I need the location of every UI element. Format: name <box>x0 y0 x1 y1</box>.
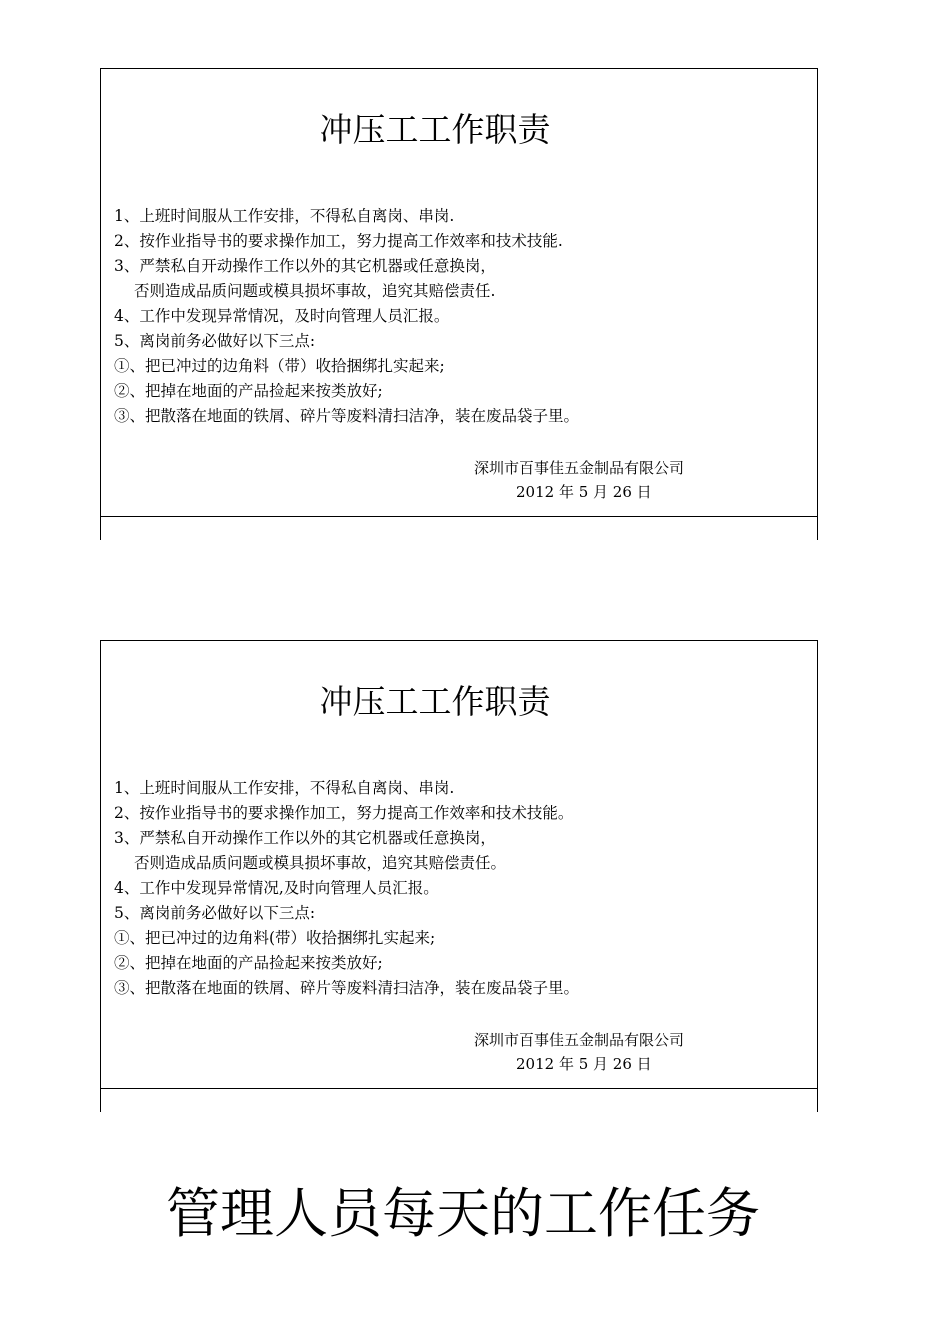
duty-item-2: 2、按作业指导书的要求操作加工，努力提高工作效率和技术技能. <box>114 232 563 250</box>
company-name: 深圳市百事佳五金制品有限公司 <box>474 1031 685 1049</box>
card-frame-tail-left <box>100 1088 101 1112</box>
duty-item-3-continued: 否则造成品质问题或模具损坏事故，追究其赔偿责任. <box>134 282 496 300</box>
duty-subitem-3: ③、把散落在地面的铁屑、碎片等废料清扫洁净，装在废品袋子里。 <box>114 979 580 997</box>
duty-card-1 <box>100 68 818 540</box>
duty-subitem-2: ②、把掉在地面的产品捡起来按类放好; <box>114 954 383 972</box>
duty-item-1: 1、上班时间服从工作安排，不得私自离岗、串岗. <box>114 779 455 797</box>
card-frame-tail-left <box>100 516 101 540</box>
duty-subitem-2: ②、把掉在地面的产品捡起来按类放好; <box>114 382 383 400</box>
duty-card-2 <box>100 640 818 1112</box>
duty-item-1: 1、上班时间服从工作安排，不得私自离岗、串岗. <box>114 207 455 225</box>
card-frame-tail-right <box>817 516 818 540</box>
duty-item-3: 3、严禁私自开动操作工作以外的其它机器或任意换岗， <box>114 257 496 275</box>
duty-list <box>114 204 579 429</box>
duty-item-2: 2、按作业指导书的要求操作加工，努力提高工作效率和技术技能。 <box>114 804 574 822</box>
duty-item-5: 5、离岗前务必做好以下三点: <box>114 904 316 922</box>
duty-item-4: 4、工作中发现异常情况，及时向管理人员汇报。 <box>114 307 450 325</box>
card-title: 冲压工工作职责 <box>319 110 551 149</box>
issue-date: 2012 年 5 月 26 日 <box>516 1055 652 1073</box>
card-frame-tail-right <box>817 1088 818 1112</box>
company-name: 深圳市百事佳五金制品有限公司 <box>474 459 685 477</box>
duty-subitem-1: ①、把已冲过的边角料（带）收拾捆绑扎实起来; <box>114 357 445 375</box>
duty-list <box>114 776 579 1001</box>
issue-date: 2012 年 5 月 26 日 <box>516 483 652 501</box>
duty-item-3-continued: 否则造成品质问题或模具损坏事故，追究其赔偿责任。 <box>134 854 507 872</box>
section-heading: 管理人员每天的工作任务 <box>166 1182 760 1245</box>
duty-subitem-3: ③、把散落在地面的铁屑、碎片等废料清扫洁净，装在废品袋子里。 <box>114 407 580 425</box>
duty-item-5: 5、离岗前务必做好以下三点: <box>114 332 316 350</box>
duty-subitem-1: ①、把已冲过的边角料(带）收拾捆绑扎实起来; <box>114 929 436 947</box>
card-title: 冲压工工作职责 <box>319 682 551 721</box>
duty-item-3: 3、严禁私自开动操作工作以外的其它机器或任意换岗， <box>114 829 496 847</box>
duty-item-4: 4、工作中发现异常情况,及时向管理人员汇报。 <box>114 879 439 897</box>
